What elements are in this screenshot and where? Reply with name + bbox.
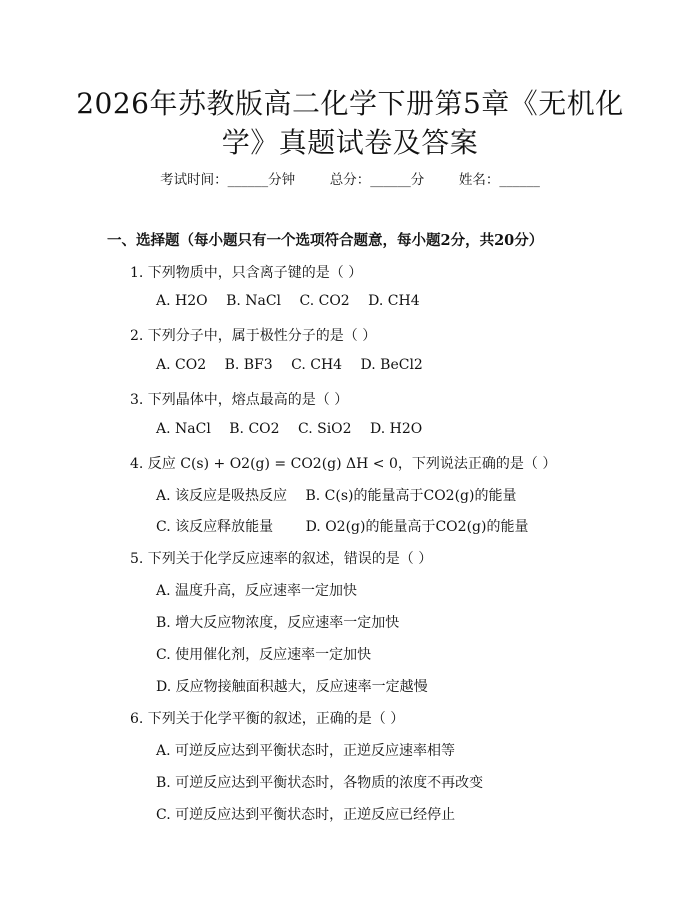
question-stem: 2. 下列分子中，属于极性分子的是（ ） (130, 328, 377, 344)
option-b: B. C(s)的能量高于CO2(g)的能量 (305, 488, 517, 504)
option-c: C. CO2 (299, 293, 350, 309)
total-score-label: 总分：______分 (329, 172, 425, 188)
option-c: C. 可逆反应达到平衡状态时，正逆反应已经停止 (156, 807, 456, 823)
option-d: D. CH4 (368, 293, 420, 309)
document-title (60, 84, 640, 162)
option-c: C. CH4 (291, 357, 343, 373)
option-d: D. O2(g)的能量高于CO2(g)的能量 (305, 519, 529, 535)
exam-meta (0, 168, 700, 188)
question-stem: 4. 反应 C(s) + O2(g) = CO2(g) ΔH < 0，下列说法正确的是（ ） (130, 456, 557, 472)
option-c: C. SiO2 (298, 421, 352, 437)
section-heading: 一、选择题（每小题只有一个选项符合题意，每小题2分，共20分） (107, 232, 544, 249)
option-d: D. 反应物接触面积越大，反应速率一定越慢 (156, 679, 428, 695)
option-a: A. 可逆反应达到平衡状态时，正逆反应速率相等 (156, 743, 456, 759)
option-c: C. 该反应释放能量 (156, 519, 274, 535)
question-stem: 6. 下列关于化学平衡的叙述，正确的是（ ） (130, 711, 405, 727)
option-a: A. NaCl (156, 421, 211, 437)
question-stem: 5. 下列关于化学反应速率的叙述，错误的是（ ） (130, 551, 433, 567)
question-stem: 1. 下列物质中，只含离子键的是（ ） (130, 265, 363, 281)
option-b: B. 可逆反应达到平衡状态时，各物质的浓度不再改变 (156, 775, 484, 791)
option-a: A. 该反应是吸热反应 (156, 488, 288, 504)
option-a: A. 温度升高，反应速率一定加快 (156, 583, 358, 599)
option-d: D. BeCl2 (360, 357, 423, 373)
title-line-1: 2026年苏教版高二化学下册第5章《无机化 (76, 87, 624, 120)
option-c: C. 使用催化剂，反应速率一定加快 (156, 647, 372, 663)
question-options-row (156, 516, 528, 536)
question-options (156, 357, 423, 373)
question-options-row (156, 485, 516, 505)
question-options (156, 293, 420, 309)
exam-time-label: 考试时间：______分钟 (160, 172, 296, 188)
question-options (156, 421, 422, 437)
option-b: B. NaCl (226, 293, 282, 309)
option-d: D. H2O (370, 421, 423, 437)
student-name-label: 姓名：______ (458, 172, 540, 188)
option-a: A. H2O (156, 293, 208, 309)
option-a: A. CO2 (156, 357, 207, 373)
option-b: B. CO2 (229, 421, 280, 437)
title-line-2: 学》真题试卷及答案 (221, 126, 479, 159)
option-b: B. 增大反应物浓度，反应速率一定加快 (156, 615, 400, 631)
option-b: B. BF3 (224, 357, 273, 373)
question-stem: 3. 下列晶体中，熔点最高的是（ ） (130, 392, 349, 408)
